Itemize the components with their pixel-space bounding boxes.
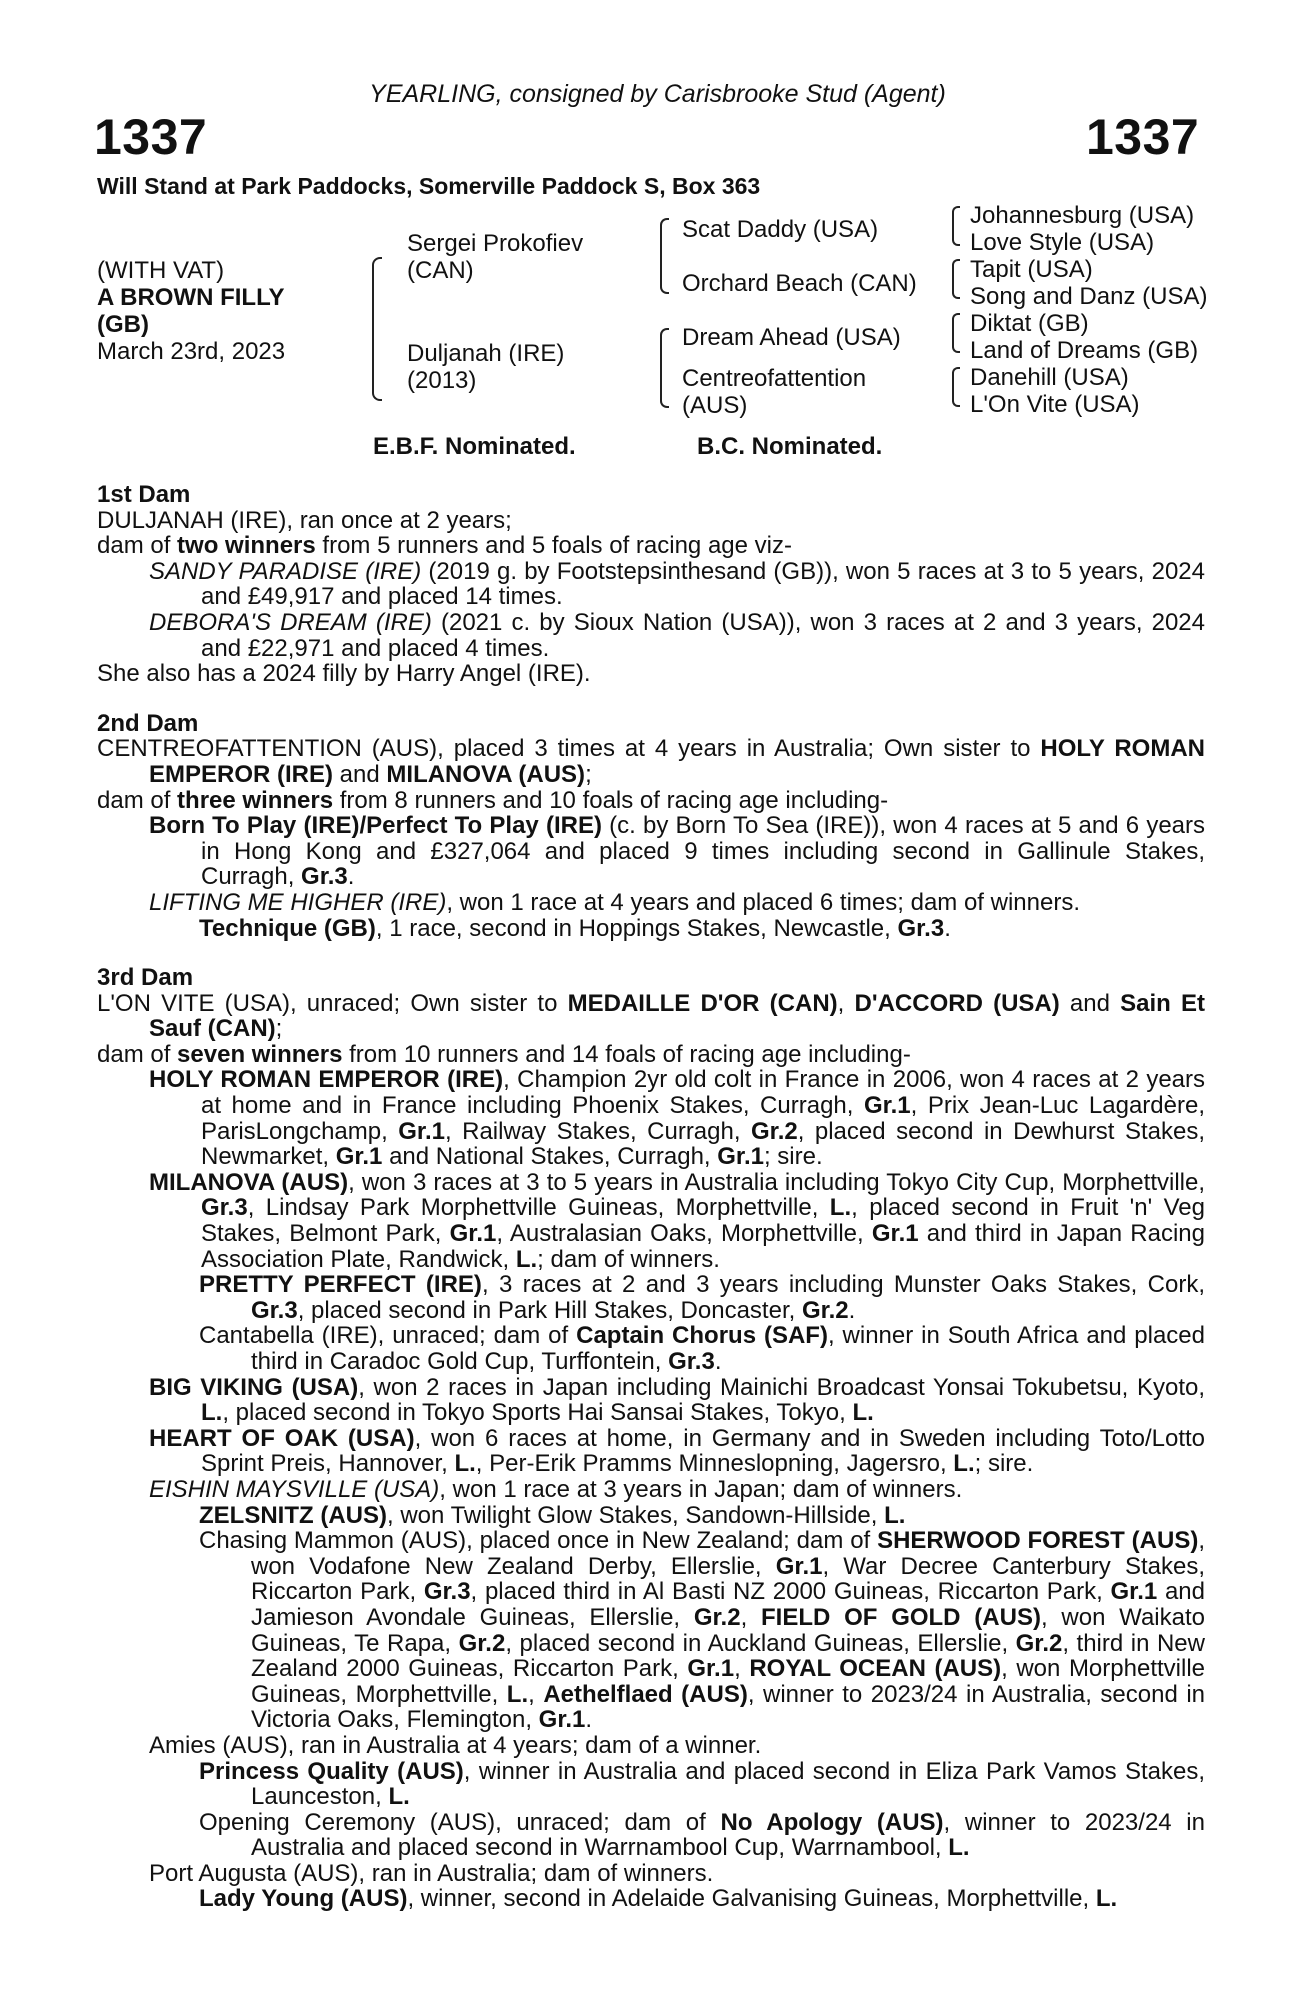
ped-sdd: Song and Danz (USA) xyxy=(970,283,1208,310)
sire-dam: Orchard Beach (CAN) xyxy=(682,270,917,297)
ped-dss: Diktat (GB) xyxy=(970,310,1089,337)
brace-parents xyxy=(372,257,382,401)
dam-name: Duljanah (IRE) xyxy=(407,340,565,367)
amies-produce-princess-quality: Princess Quality (AUS), winner in Australia and placed second in Eliza Park Vamos Stakes, Launceston, L. xyxy=(199,1757,1205,1811)
dam3-line: L'ON VITE (USA), unraced; Own sister to MEDAILLE D'OR (CAN), D'ACCORD (USA) and Sain Et Sauf (CAN); xyxy=(97,989,1206,1043)
brace-dam xyxy=(660,328,669,408)
first-dam-heading: 1st Dam xyxy=(97,481,191,508)
dam1-note: She also has a 2024 filly by Harry Angel (IRE). xyxy=(97,660,591,688)
milanova-produce-cantabella: Cantabella (IRE), unraced; dam of Captain Chorus (SAF), winner in South Africa and placed third in Caradoc Gold Cup, Turffontein, Gr.3. xyxy=(199,1322,1205,1375)
eishin-produce-chasing-mammon: Chasing Mammon (AUS), placed once in New Zealand; dam of SHERWOOD FOREST (AUS), won Vodafone New Zealand Derby, Ellerslie, Gr.1, War Decree Canterbury Stakes, Riccarton Park, Gr.3, placed third in Al Basti NZ 2000 Guineas, Riccarton Park, Gr.1 and Jamieson Avondale Guineas, Ellerslie, Gr.2, FIELD OF GOLD (AUS), won Waikato Guineas, Te Rapa, Gr.2, placed second in Auckland Guineas, Ellerslie, Gr.2, third in New Zealand 2000 Guineas, Riccarton Park, Gr.1, ROYAL OCEAN (AUS), won Morphettville Guineas, Morphettville, L., Aethelflaed (AUS), winner to 2023/24 in Australia, second in Victoria Oaks, Flemington, Gr.1. xyxy=(199,1527,1206,1734)
dam1-foal-1: SANDY PARADISE (IRE) (2019 g. by Footstepsinthesand (GB)), won 5 races at 3 to 5 years, 2024 and £49,917 and placed 14 times. xyxy=(149,557,1206,611)
ped-ssd: Love Style (USA) xyxy=(970,229,1155,256)
sire-name: Sergei Prokofiev xyxy=(407,230,584,257)
ped-dsd: Land of Dreams (GB) xyxy=(970,337,1199,364)
port-augusta-produce-lady-young: Lady Young (AUS), winner, second in Adelaide Galvanising Guineas, Morphettville, L. xyxy=(199,1885,1118,1913)
dam3-foal-port-augusta: Port Augusta (AUS), ran in Australia; dam of winners. xyxy=(149,1859,714,1887)
ped-sss: Johannesburg (USA) xyxy=(970,202,1195,229)
brace-sd xyxy=(952,259,960,299)
dam1-foal-2: DEBORA'S DREAM (IRE) (2021 c. by Sioux Nation (USA)), won 3 races at 2 and 3 years, 2024 and £22,971 and placed 4 times. xyxy=(149,608,1205,662)
dam3-produce: dam of seven winners from 10 runners and 14 foals of racing age including- xyxy=(97,1040,911,1068)
ped-ddd: L'On Vite (USA) xyxy=(970,391,1140,418)
dam-dam-country: (AUS) xyxy=(682,392,748,419)
brace-ds xyxy=(952,313,960,353)
dam1-line: DULJANAH (IRE), ran once at 2 years; xyxy=(97,506,512,534)
horse-dob: March 23rd, 2023 xyxy=(97,338,286,365)
dam3-foal-holy-roman-emperor: HOLY ROMAN EMPEROR (IRE), Champion 2yr old colt in France in 2006, won 4 races at 2 years at home and in France including Phoenix Stakes, Curragh, Gr.1, Prix Jean-Luc Lagardère, ParisLongchamp, Gr.1, Railway Stakes, Curragh, Gr.2, placed second in Dewhurst Stakes, Newmarket, Gr.1 and National Stakes, Curragh, Gr.1; sire. xyxy=(149,1066,1206,1171)
dam1-produce: dam of two winners from 5 runners and 5 foals of racing age viz- xyxy=(97,532,792,560)
milanova-produce-pretty-perfect: PRETTY PERFECT (IRE), 3 races at 2 and 3 years including Munster Oaks Stakes, Cork, Gr.3, placed second in Park Hill Stakes, Doncaster, Gr.2. xyxy=(199,1271,1206,1324)
ebf-nomination: E.B.F. Nominated. xyxy=(373,433,576,460)
lot-number-left: 1337 xyxy=(94,109,208,165)
dam-dam-name: Centreofattention xyxy=(682,365,867,392)
second-dam-heading: 2nd Dam xyxy=(97,709,199,737)
eishin-produce-zelsnitz: ZELSNITZ (AUS), won Twilight Glow Stakes, Sandown-Hillside, L. xyxy=(199,1501,906,1529)
horse-name: A BROWN FILLY xyxy=(97,284,285,311)
lot-number-right: 1337 xyxy=(1086,109,1200,165)
dam-sire: Dream Ahead (USA) xyxy=(682,324,901,351)
third-dam-heading: 3rd Dam xyxy=(97,964,194,992)
brace-ss xyxy=(952,206,960,246)
dam-year: (2013) xyxy=(407,367,477,394)
dam2-line: CENTREOFATTENTION (AUS), placed 3 times at 4 years in Australia; Own sister to HOLY ROMAN EMPEROR (IRE) and MILANOVA (AUS); xyxy=(97,735,1205,788)
pedigree-body xyxy=(97,482,1205,1912)
dam3-foal-big-viking: BIG VIKING (USA), won 2 races in Japan including Mainichi Broadcast Yonsai Tokubetsu, Kyoto, L., placed second in Tokyo Sports Hai Sansai Stakes, Tokyo, L. xyxy=(149,1373,1205,1427)
dam2-foal-2-produce: Technique (GB), 1 race, second in Hoppings Stakes, Newcastle, Gr.3. xyxy=(199,914,951,942)
bc-nomination: B.C. Nominated. xyxy=(697,433,883,460)
brace-dd xyxy=(952,367,960,407)
amies-produce-opening-ceremony: Opening Ceremony (AUS), unraced; dam of No Apology (AUS), winner to 2023/24 in Australia and placed second in Warrnambool Cup, Warrnambool, L. xyxy=(199,1808,1205,1862)
dam3-foal-milanova: MILANOVA (AUS), won 3 races at 3 to 5 years in Australia including Tokyo City Cup, Morphettville, Gr.3, Lindsay Park Morphettville Guineas, Morphettville, L., placed second in Fruit 'n' Veg Stakes, Belmont Park, Gr.1, Australasian Oaks, Morphettville, Gr.1 and third in Japan Racing Association Plate, Randwick, L.; dam of winners. xyxy=(149,1168,1206,1273)
dam2-foal-2: LIFTING ME HIGHER (IRE), won 1 race at 4 years and placed 6 times; dam of winners. xyxy=(149,888,1080,916)
horse-country: (GB) xyxy=(97,311,149,338)
sire-sire: Scat Daddy (USA) xyxy=(682,216,879,243)
catalogue-subtitle: YEARLING, consigned by Carisbrooke Stud (Agent) xyxy=(369,80,946,108)
ped-dds: Danehill (USA) xyxy=(970,364,1129,391)
brace-sire xyxy=(660,218,669,294)
dam2-foal-1: Born To Play (IRE)/Perfect To Play (IRE) (c. by Born To Sea (IRE)), won 4 races at 5 and 6 years in Hong Kong and £327,064 and placed 9 times including second in Gallinule Stakes, Curragh, Gr.3. xyxy=(149,812,1205,891)
stand-location: Will Stand at Park Paddocks, Somerville Paddock S, Box 363 xyxy=(97,173,761,199)
ped-sds: Tapit (USA) xyxy=(970,256,1093,283)
dam3-foal-heart-of-oak: HEART OF OAK (USA), won 6 races at home, in Germany and in Sweden including Toto/Lotto Sprint Preis, Hannover, L., Per-Erik Pramms Minneslopning, Jagersro, L.; sire. xyxy=(149,1424,1205,1478)
vat-note: (WITH VAT) xyxy=(97,257,225,284)
sire-country: (CAN) xyxy=(407,257,474,284)
dam3-foal-eishin-maysville: EISHIN MAYSVILLE (USA), won 1 race at 3 years in Japan; dam of winners. xyxy=(149,1475,963,1503)
dam2-produce: dam of three winners from 8 runners and 10 foals of racing age including- xyxy=(97,786,889,814)
dam3-foal-amies: Amies (AUS), ran in Australia at 4 years; dam of a winner. xyxy=(149,1731,762,1759)
